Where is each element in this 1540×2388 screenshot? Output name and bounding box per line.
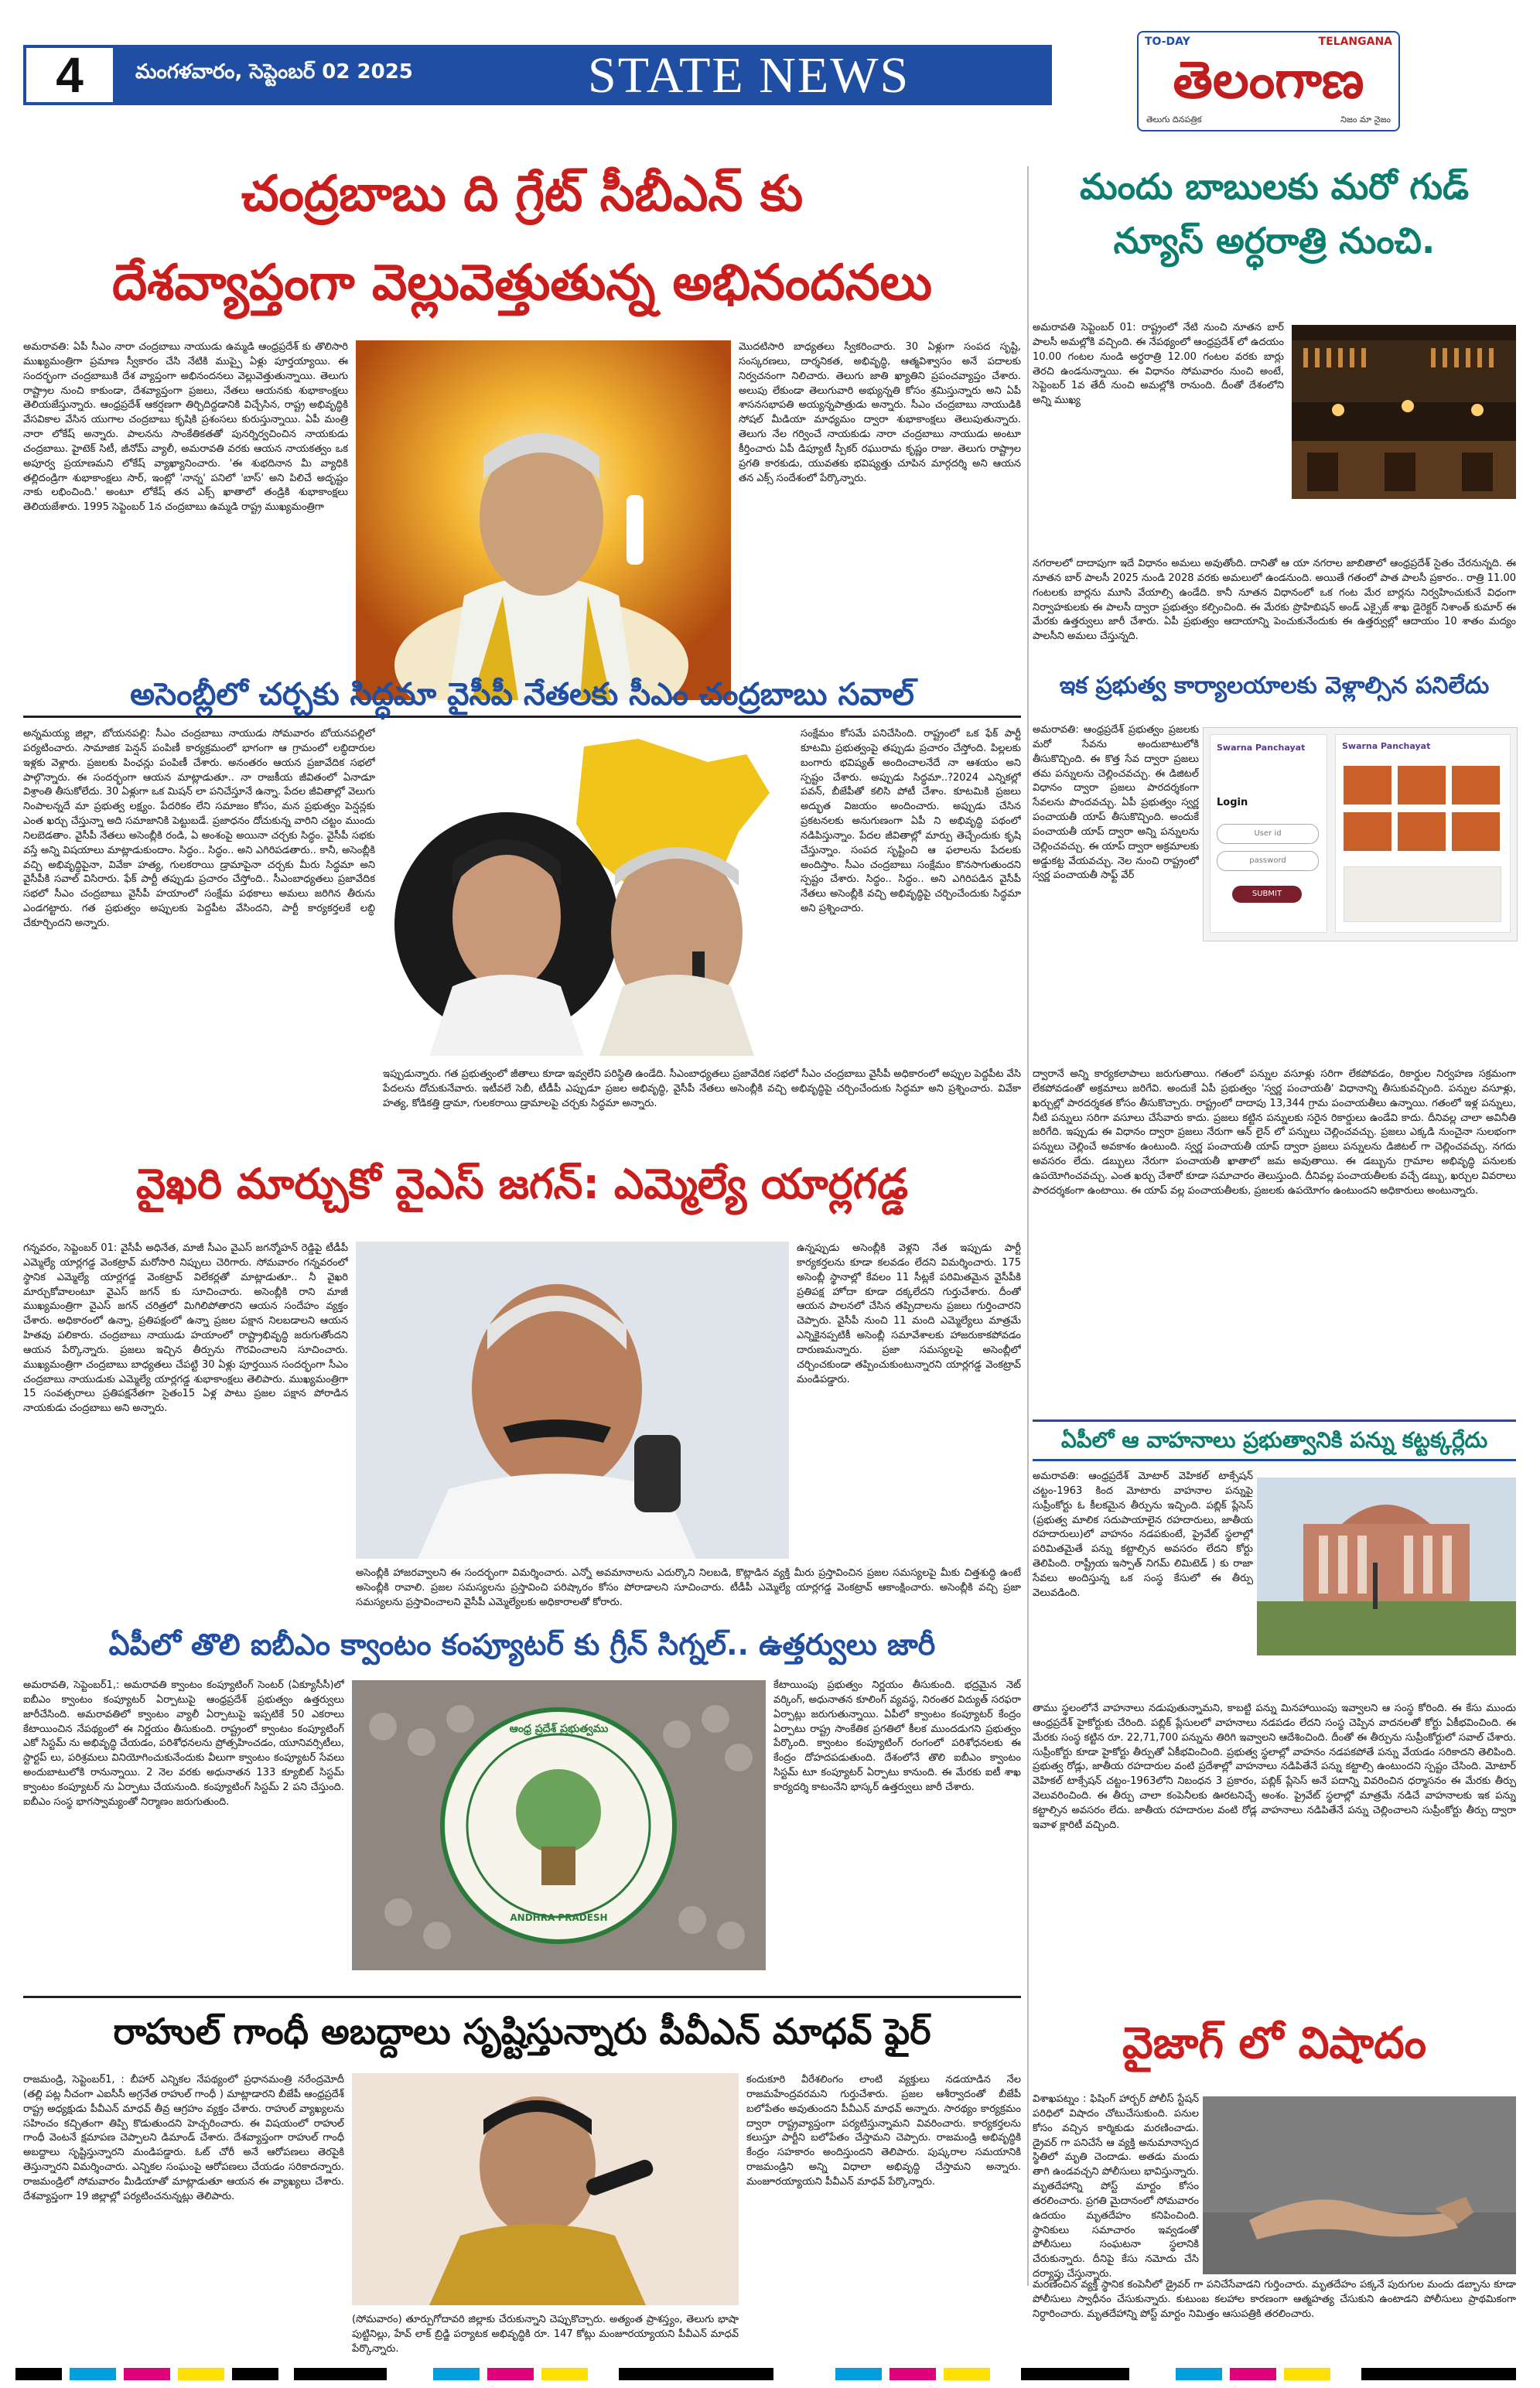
masthead-date: మంగళవారం, సెప్టెంబర్ 02 2025	[135, 60, 413, 84]
yarlagadda-portrait	[356, 1242, 789, 1559]
story7-photo	[352, 1680, 766, 1970]
story3-bottom: ఇప్పుడున్నారు. గత ప్రభుత్వంలో జీతాలు కూడా ఇవ్వలేని పరిస్థితి ఉండేది. సీఎంబాధ్యతలు ప్రజావేదిక సభలో సీఎం చంద్రబాబు వైసీపీ అధికారంలో అప్పుల పెద్దపీట వేసి పేదలను దోచుకునేవారు. ఇటీవలే సెబీ, టీడీపీ ఎప్పుడూ ప్రజల అభివృద్ధి, వైసీపీ నేతలు అసెంబ్లీకి వచ్చి అభివృద్ధిపై చర్చించేందుకు సిద్ధమా అని ప్రశ్నించారు. వివేకా హత్య, కోడికత్తి డ్రామా, గులకరాయి డ్రామాలపై చర్చకు సిద్ధమా అన్నారు.	[383, 1068, 1021, 1109]
chandrababu-portrait	[356, 340, 731, 700]
login-title: Login	[1217, 797, 1248, 808]
story2-headline-line1: మందు బాబులకు మరో గుడ్	[1079, 166, 1470, 207]
story4-headline: ఇక ప్రభుత్వ కార్యాలయాలకు వెళ్లాల్సిన పనిలేదు	[1059, 672, 1490, 699]
print-registration-strip	[0, 2363, 1540, 2385]
story9-caption: (సోమవారం) తూర్పుగోదావరి జిల్లాకు చేరుకున్నాని చెప్పుకొచ్చారు. అత్యంత ప్రాశస్త్యం, తెలుగు భాషా పుట్టినిల్లు, హేవ్ లాక్ బ్రిడ్జి పర్యాటక అభివృద్ధికి రూ. 147 కోట్లు మంజూరయ్యాయని పీవీఎన్ మాధవ్ పేర్కొన్నారు.	[352, 2314, 739, 2355]
newspaper-logo	[1137, 31, 1400, 132]
story2-body: నగరాలలో దాదాపుగా ఇదే విధానం అమలు అవుతోంది. దానితో ఆ యా నగరాల జాబితాలో ఆంధ్రప్రదేశ్ సైతం చేరనున్నది. ఈ నూతన బార్ పాలసీ 2025 నుండి 2028 వరకు అమలులో ఉండనుంది. అయితే గతంలో పాత పాలసీ ప్రకారం.. రాత్రి 11.00 గంటలకు బార్లను మూసి వేయాల్సి ఉండేది. కానీ నూతన విధానంలో ఒక గంట మేర బార్లను నిర్వహించుకునే విధంగా నిర్వాహకులకు ఈ పాలసీ ద్వారా ప్రభుత్వం కల్పించింది. ఈ మేరకు ప్రొహిబిషన్ అండ్ ఎక్సైజ్ శాఖ డైరెక్టర్ నిశాంత్ కుమార్ ఈ మేరకు ఉత్తర్వులు జారీ చేశారు. ఏపీ ప్రభుత్వం ఆదాయాన్ని పెంచుకునేందుకు ఈ ఉత్తర్వుల్లో ఆదాయం 10 శాతం మద్యం పాలసీని అమలు చేస్తున్నది.	[1033, 558, 1516, 643]
story6-col: అమరావతి: ఆంధ్రప్రదేశ్ మోటార్ వెహికల్ టాక్సేషన్ చట్టం-1963 కింద మోటారు వాహనాల పన్నుపై సుప్రీంకోర్టు ఓ కీలకమైన తీర్పును ఇచ్చింది. పబ్లిక్ ప్లేసెస్ (ప్రభుత్వ మాలిక సదుపాయాలైన రహదారులు, జాతీయ రహదారులు)లో వాహనం నడపకుంటే, ప్రైవేట్ స్థలాల్లో పరిమితమైతే పన్ను కట్టాల్సిన అవసరం లేదని కోర్టు తెలిపింది. రాష్ట్రీయ ఇస్పాత్ నిగమ్ లిమిటెడ్ ) కు రాజా సేవలు అందిస్తున్న ఒక సంస్థ కేసులో ఈ తీర్పు వెలువడింది.	[1033, 1471, 1253, 1599]
story8-body: మరణించిన వ్యక్తి స్థానిక కంపెనీలో డ్రైవర్ గా పనిచేసేవాడని గుర్తించారు. మృతదేహం పక్కనే పురుగుల మందు డబ్బాను కూడా పోలీసులు స్వాధీనం చేసుకున్నారు. కుటుంబ కలహాల కారణంగా ఆత్మహత్య చేసుకుని ఉంటాడని పోలీసులు ప్రాథమికంగా నిర్ధారించారు. మృతదేహాన్ని పోస్ట్ మార్టం నిమిత్తం ఆసుపత్రికి తరలించారు.	[1033, 2279, 1516, 2320]
story3-col1: అన్నమయ్య జిల్లా, బోయనపల్లి: సీఎం చంద్రబాబు నాయుడు సోమవారం బోయనపల్లిలో పర్యటించారు. సామాజిక పెన్షన్ పంపిణీ కార్యక్రమంలో భాగంగా ఆ గ్రామంలో లబ్ధిదారుల ఇళ్లకు వెళ్లారు. ప్రజలకు పింఛన్లు పంపిణీ చేశారు. అనంతరం ఆయన ప్రజావేదిక సభలో పాల్గొన్నారు. ఈ సందర్భంగా ఆయన మాట్లాడుతూ.. నా రాజకీయ జీవితంలో ఏనాడూ విశ్రాంతి తీసుకోలేదు. 30 ఏళ్లుగా ఒక మిషన్ లా పనిచేస్తూనే ఉన్నా. పేదల జీవితాల్లో వెలుగు నింపాలన్నదే మా ప్రభుత్వ లక్ష్యం. పేదరికం లేని సమాజం కోసం, మన ప్రభుత్వం పెన్షన్లకు ఎంత ఖర్చు చేస్తున్నా అది సమాజానికి పెట్టుబడే. ప్రజాధనం దోచుకున్న వారిని చట్టం ముందు నిలబెడతాం. వైసీపీ నేతలు అసెంబ్లీకి రండి, ఏ అంశంపై అయినా చర్చకు సిద్ధం. వైసీపీ సభకు వస్తే అన్ని విషయాలు మాట్లాడుకుందాం. సిద్ధం.. సిద్ధం.. అని ఎగిరిపడతారు.. కానీ, అసెంబ్లీకి వచ్చి అభివృద్ధిపైనా, వివేకా హత్య, గులకరాయి డ్రామాపైనా చర్చకు మీరు సిద్ధమా అని వైసీపీకి సవాల్ విసిరారు. ఫేక్ పార్టీ తప్పుడు ప్రచారం చేస్తోంది.. సీఎంబాధ్యతలు ప్రజావేదిక సభలో సీఎం చంద్రబాబు వైసీపీ హయాంలో సంక్షేమ పథకాలు అమలు జరిగిన తీరును ఎండగట్టారు. గత ప్రభుత్వం అప్పులకు పెద్దపీట వేసిందని, పార్టీ కార్యకర్తలకే లబ్ధి చేకూర్చిందని అన్నారు.	[23, 728, 375, 929]
registration-marks	[0, 2363, 1540, 2385]
tile-icon[interactable]	[1398, 766, 1446, 805]
story5-photo	[356, 1242, 789, 1559]
story4-app-screenshot	[1203, 727, 1518, 941]
dashboard-brand: Swarna Panchayat	[1342, 741, 1431, 751]
story3-headline: అసెంబ్లీలో చర్చకు సిద్ధమా వైసీపీ నేతలకు సీఎం చంద్రబాబు సవాల్	[130, 677, 914, 712]
crime-scene-hand-image	[1203, 2096, 1516, 2274]
story1-col2: మొదటిసారి బాధ్యతలు స్వీకరించారు. 30 ఏళ్లుగా సంపద సృష్టి, సంస్కరణలు, దార్శనికత, అభివృద్ధి, ఆత్మవిశ్వాసం అనే పదాలకు నిర్వచనంగా నిలిచారు. తెలుగు జాతి ఖ్యాతిని ప్రపంచవ్యాప్తం చేశారు. అలుపు లేకుండా తెలుగువారి అభ్యున్నతి కోసం శ్రమిస్తున్నారు అని ఏపీ శాసనసభాపతి అయ్యన్నపాత్రుడు అన్నారు. సీఎం చంద్రబాబు నాయుడికి సోషల్ మీడియా మాధ్యమం ద్వారా శుభాకాంక్షలు తెలుపుతున్నారు. తెలుగు నేల గర్వించే నాయకుడు నారా చంద్రబాబు నాయుడు అంటూ కీర్తించారు ఏపీ డిప్యూటీ స్పీకర్ రఘురామ కృష్ణం రాజు. తెలుగు రాష్ట్రాల ప్రగతి కారకుడు, యువతకు భవిష్యత్తు చూపిన మార్గదర్శి అని ఆయన తన ఎక్స్ సందేశంలో పేర్కొన్నారు.	[739, 341, 1021, 484]
section-title: STATE NEWS	[588, 47, 910, 104]
logo-tag-left: తెలుగు దినపత్రిక	[1146, 114, 1202, 125]
story9-photo	[352, 2073, 739, 2305]
bar-interior-image	[1292, 325, 1516, 499]
story8-photo	[1203, 2096, 1516, 2274]
submit-button[interactable]: SUBMIT	[1232, 886, 1302, 903]
story8-headline: వైజాగ్ లో విషాదం	[1122, 2018, 1427, 2069]
tile-icon[interactable]	[1344, 812, 1391, 851]
logo-top-left: TO-DAY	[1145, 36, 1190, 48]
column-divider	[1027, 166, 1029, 2286]
story2-headline-line2: న్యూస్ అర్ధరాత్రి నుంచి.	[1113, 220, 1436, 261]
pvn-madhav-portrait	[352, 2073, 739, 2305]
story4-body: ద్వారానే అన్ని కార్యకలాపాలు జరుగుతాయి. గతంలో పన్నుల వసూళ్లు సరిగా లేకపోవడం, రికార్డుల నిర్వహణ సక్రమంగా లేకపోవడంతో అక్రమాలు జరిగేవి. అందుకే ఏపీ ప్రభుత్వం 'స్వర్ణ పంచాయతీ' విధానాన్ని తీసుకువచ్చింది. పన్నుల వసూళ్లు, ఖర్చుల్లో పారదర్శకత కోసం తీసుకొచ్చారు. రాష్ట్రంలో దాదాపు 13,344 గ్రామ పంచాయతీలు ఉన్నాయి. గతంలో ఇళ్ల పన్నులు, నీటి పన్నులు సరిగా వసూలు చేసేవారు కాదు. ప్రజలు కట్టిన పన్నులకు సరైన రికార్డులు ఉండేవి కాదు. దీనివల్ల చాలా అవినీతి జరిగేది. ఇప్పుడు ఈ విధానం ద్వారా ప్రజలు నేరుగా ఆన్ లైన్ లో పన్నులు చెల్లించవచ్చు. ప్రజలు ఎక్కడి నుంచైనా సులభంగా పన్నులు చెల్లించే అవకాశం ఉంటుంది. స్వర్ణ పంచాయతీ యాప్ ద్వారా ప్రజలు పన్నులను డిజిటల్ గా చెల్లించవచ్చు. నగదు అవసరం లేదు. డబ్బులు నేరుగా పంచాయతీ ఖాతాలో జమ అవుతాయి. ఈ డబ్బును గ్రామాల అభివృద్ధి పనులకు ఉపయోగించవచ్చు. ఎంత ఖర్చు చేశారో కూడా సమాచారం తెలుస్తుంది. దీనివల్ల పంచాయతీలకు వచ్చే డబ్బు, ఖర్చుల వివరాలు పారదర్శకంగా ఉంటాయి. ఈ యాప్ వల్ల పంచాయతీలకు, ప్రజలకు ఉపయోగం ఉంటుందని అధికారులు అంటున్నారు.	[1033, 1068, 1516, 1197]
story7-col2: కేటాయింపు ప్రభుత్వం నిర్ణయం తీసుకుంది. భద్రమైన నెట్ వర్కింగ్, అధునాతన కూలింగ్ వ్యవస్థ, నిరంతర విద్యుత్ సరఫరా ఏర్పాట్లు జరుగుతున్నాయి. ఏపీలో క్వాంటం కంప్యూటర్ కేంద్రం ఏర్పాటు రాష్ట్ర సాంకేతిక ప్రగతిలో కీలక ముందడుగని ప్రభుత్వం పేర్కొంది. క్వాంటం కంప్యూటింగ్ రంగంలో పరిశోధనలకు ఈ కేంద్రం దోహదపడుతుంది. దేశంలోనే తొలి ఐబీఎం క్వాంటం సిస్టమ్ టూ కంప్యూటర్ ఏర్పాటు కానుంది. ఈ మేరకు ఐటీ శాఖ కార్యదర్శి కాటంనేని భాస్కర్ ఉత్తర్వులు జారీ చేశారు.	[773, 1679, 1021, 1793]
story9-col1: రాజమండ్రి, సెప్టెంబర్1, : బీహార్ ఎన్నికల నేపథ్యంలో ప్రధానమంత్రి నరేంద్రమోదీ (తల్లి పట్ల నీచంగా ఎఐసీసీ అగ్రనేత రాహుల్ గాంధీ ) మాట్లాడారని బీజేపీ ఆంధ్రప్రదేశ్ రాష్ట్ర అధ్యక్షుడు పీవీఎన్ మాధవ్ తీవ్ర ఆగ్రహం వ్యక్తం చేశారు. రాహుల్ వ్యాఖ్యలను సహించం కచ్చితంగా తిప్పి కొడుతుందని హెచ్చరించారు. ఈ విషయంలో రాహుల్ గాంధీ వెంటనే క్షమాపణ చెప్పాలని డిమాండ్ చేశారు. దేశవ్యాప్తంగా రాహుల్ గాంధీ అబద్దాలు సృష్టిస్తున్నారని మండిపడ్డారు. ఓట్ చోరీ అనే ఆరోపణలు తెరపైకి తెస్తున్నారని విమర్శించారు. ఎన్నికల సంఘంపై ఆరోపణలు చేయడం సరికాదన్నారు. రాజమండ్రిలో సోమవారం మీడియాతో మాట్లాడుతూ ఆయన ఈ వ్యాఖ్యలు చేశారు. దేశవ్యాప్తంగా 19 జిల్లాల్లో పర్యటించనున్నట్లు తెలిపారు.	[23, 2074, 344, 2202]
tile-icon[interactable]	[1452, 812, 1500, 851]
seal-text: ఆంధ్ర ప్రదేశ్ ప్రభుత్వము	[509, 1723, 609, 1735]
seal-bottom-text: ANDHRA PRADESH	[510, 1912, 608, 1923]
story2-bar-photo	[1292, 325, 1516, 499]
tile-icon[interactable]	[1452, 766, 1500, 805]
story4-col: అమరావతి: ఆంధ్రప్రదేశ్ ప్రభుత్వం ప్రజలకు మరో సేవను అందుబాటులోకి తీసుకొచ్చింది. ఈ కొత్త సేవ ద్వారా ప్రజలు తమ పన్నులను చెల్లించవచ్చు. ఈ డిజిటల్ విధానం ద్వారా ప్రజలు పారదర్శకంగా సేవలను పొందవచ్చు. ఏపీ ప్రభుత్వం స్వర్ణ పంచాయతీ యాప్ తీసుకొచ్చింది. అందుకే పంచాయతీ యాప్ ద్వారా అన్ని పన్నులను చెల్లించవచ్చు. ఈ యాప్ ద్వారా అక్రమాలకు అడ్డుకట్ట వేయవచ్చు. నెల నుంచి రాష్ట్రంలో స్వర్ణ పంచాయతీ సాఫ్ట్ వేర్	[1033, 724, 1199, 882]
password-field[interactable]: password	[1217, 851, 1319, 871]
divider	[23, 1996, 1021, 1998]
app-brand: Swarna Panchayat	[1217, 743, 1306, 753]
story7-col1: అమరావతి, సెప్టెంబర్1,: అమరావతి క్వాంటం కంప్యూటింగ్ సెంటర్ (ఏక్యూసీసీ)లో ఐబీఎం క్వాంటం కంప్యూటర్ ఏర్పాటుపై ఆంధ్రప్రదేశ్ ప్రభుత్వం ఉత్తర్వులు జారీచేసింది. అమరావతిలో క్వాంటం వ్యాలీ ఏర్పాటుపై ఇప్పటికే 50 ఎకరాలు కేటాయించిన నేపథ్యంలో ఈ నిర్ణయం తీసుకుంది. రాష్ట్రంలో క్వాంటం కంప్యూటింగ్ ఎకో సిస్టమ్ ను అభివృద్ధి చేయడం, పరిశోధనలను ప్రోత్సహించడం, యూనివర్సిటీలు, స్టార్టప్ లు, పరిశ్రమలు వినియోగించుకునేందుకు వీలుగా క్వాంటం కంప్యూటర్ సేవలు అందుబాటులోకి రానున్నాయి. 2 నెల వరకు అధునాతన 133 క్యూబిట్ సిస్టమ్ క్వాంటం కంప్యూటర్ ను ఏర్పాటు చేయనుంది. కంప్యూటింగ్ సిస్టమ్ 2 పని చేస్తుంది. ఐబీఎం సంస్థ భాగస్వామ్యంతో నిర్మాణం జరుగుతుంది.	[23, 1679, 344, 1808]
logo-name: తెలంగాణ	[1173, 50, 1364, 110]
supreme-court-image	[1257, 1478, 1516, 1655]
story5-caption: అసెంబ్లీకి హాజరవ్వాలని ఈ సందర్భంగా విమర్శించారు. ఎన్నో అవమానాలను ఎదుర్కొని నిలబడి, కొట్లాడిన వ్యక్తి మీరు ప్రస్తావించిన ప్రజల సమస్యలపై మీకు చిత్తశుద్ధి ఉంటే అసెంబ్లీకి రావాలి. ప్రజల సమస్యలను ప్రస్తావించి పరిష్కారం కోసం పోరాడాలని సూచించారు. టీడీపీ ఎమ్మెల్యే యార్లగడ్డ వెంకట్రావ్ ఆకాంక్షించారు. అసెంబ్లీకి వచ్చి ప్రజా సమస్యలను ప్రస్తావించాలని వైసీపీ ఎమ్మెల్యేలకు అధికారాలతో కోరారు.	[356, 1567, 1021, 1608]
story2-col: అమరావతి సెప్టెంబర్ 01: రాష్ట్రంలో నేటి నుంచి నూతన బార్ పాలసీ అమల్లోకి వచ్చింది. ఈ నేపథ్యంలో ఆంధ్రప్రదేశ్ లో ఉదయం 10.00 గంటల నుండి అర్ధరాత్రి 12.00 గంటల వరకు బార్లు తెరచి ఉండనున్నాయి. ఈ విధానం సోమవారం నుంచి అంటే, సెప్టెంబర్ 1వ తేదీ నుంచి అమల్లోకి రానుంది. దీంతో దేశంలోని అన్ని ముఖ్య	[1033, 322, 1284, 407]
logo-tag-right: నిజం మా నైజం	[1340, 114, 1391, 125]
story8-col: విశాఖపట్నం : ఫిషింగ్ హార్బర్ పోలీస్ స్టేషన్ పరిధిలో విషాదం చోటుచేసుకుంది. పనుల కోసం వచ్చిన కార్మికుడు మరణించాడు. డ్రైవర్ గా పనిచేసే ఆ వ్యక్తి అనుమానాస్పద స్థితిలో మృతి చెందాడు. అతడు మందు తాగి ఉండవచ్చని పోలీసులు భావిస్తున్నారు. మృతదేహాన్ని పోస్ట్ మార్టం కోసం తరలించారు. ప్రగతి మైదానంలో సోమవారం ఉదయం మృతదేహం కనిపించింది. స్థానికులు సమాచారం ఇవ్వడంతో పోలీసులు సంఘటనా స్థలానికి చేరుకున్నారు. దీనిపై కేసు నమోదు చేసి దర్యాప్తు చేస్తున్నారు.	[1033, 2093, 1199, 2280]
story5-col1: గన్నవరం, సెప్టెంబర్ 01: వైసీపీ అధినేత, మాజీ సీఎం వైఎస్ జగన్మోహన్ రెడ్డిపై టీడీపీ ఎమ్మెల్యే యార్లగడ్డ వెంకట్రావ్ మరోసారి నిప్పులు చెరిగారు. సోమవారం గన్నవరంలో స్థానిక ఎమ్మెల్యే యార్లగడ్డ వెంకట్రావ్ విలేకర్లతో మాట్లాడుతూ.. నీ వైఖరి మార్చుకోవాలంటూ వైఎస్ జగన్ కు సూచించారు. అసెంబ్లీకి రాని మాజీ ముఖ్యమంత్రిగా వైఎస్ జగన్ చరిత్రలో మిగిలిపోతారని ఆయన సందేహం వ్యక్తం చేశారు. అధికారంలో ఉన్నా, ప్రతిపక్షంలో ఉన్నా ప్రజల పక్షాన నిలబడాలని ఆయన హితవు పలికారు. చంద్రబాబు నాయుడు హయాంలో రాష్ట్రాభివృద్ధి జరుగుతోందని ఆయన పేర్కొన్నారు. ప్రజలు ఇచ్చిన తీర్పును గౌరవించాలని సూచించారు. ముఖ్యమంత్రిగా చంద్రబాబు బాధ్యతలు చేపట్టి 30 ఏళ్లు పూర్తయిన సందర్భంగా సీఎం చంద్రబాబు నాయుడుకు ఎమ్మెల్యే యార్లగడ్డ శుభాకాంక్షలు తెలిపారు. ముఖ్యమంత్రిగా 15 సంవత్సరాలు ప్రతిపక్షనేతగా సైతం15 ఏళ్ల పాటు ప్రజల పక్షాన పోరాడిన నాయకుడు చంద్రబాబు అని అన్నారు.	[23, 1242, 348, 1415]
payments-grid	[1344, 866, 1501, 922]
user-id-field[interactable]: User id	[1217, 824, 1319, 844]
story7-headline: ఏపీలో తొలి ఐబీఎం క్వాంటం కంప్యూటర్ కు గ్రీన్ సిగ్నల్.. ఉత్తర్వులు జారీ	[108, 1628, 936, 1662]
tile-icon[interactable]	[1344, 766, 1391, 805]
story6-body: తాము స్థలంలోనే వాహనాలు నడుపుతున్నామని, కాబట్టి పన్ను మినహాయింపు ఇవ్వాలని ఆ సంస్థ కోరింది. ఈ కేసు ముందు ఆంధ్రప్రదేశ్ హైకోర్టుకు చేరింది. పబ్లిక్ ప్లేసులలో వాహనాలు నడపడం లేదని సంస్థ చెప్పిన వాదనలతో కోర్టు ఏకీభవించింది. ఈ మేరకు సంస్థ కట్టిన రూ. 22,71,700 పన్నును తిరిగి ఇవ్వాలని ఆదేశించింది. దీంతో ఈ తీర్పును సుప్రీంకోర్టులో సవాల్ చేశారు. సుప్రీంకోర్టు కూడా హైకోర్టు తీర్పుతో ఏకీభవించింది. ప్రభుత్వ స్థలాల్లో వాహనం నడపకపోతే పన్ను వేయడం సరికాదని తెలిపింది. ప్రభుత్వ రోడ్లు, జాతీయ రహదారుల వంటి ప్రదేశాల్లో వాహనాలు నడిపితేనే పన్ను కట్టాల్సి ఉంటుందని స్పష్టం చేసింది. మోటార్ వెహికల్ టాక్సేషన్ చట్టం-1963లోని నిబంధన 3 ప్రకారం, పబ్లిక్ ప్లేసెస్ అనే పదాన్ని వివరించిన ధర్మాసనం ఈ మేరకు తీర్పు వెలువరించింది. ఈ తీర్పు చాలా కంపెనీలకు ఊరటనిచ్చే అంశం. ప్రైవేట్ స్థలాల్లో మాత్రమే నడిచే వాహనాలకు ఇక పన్ను కట్టాల్సిన అవసరం లేదు. జాతీయ రహదారుల వంటి రోడ్ల వాహనాలు నడిపితేనే పన్ను చెల్లించాలని సుప్రీంకోర్టు తీర్పు ద్వారా ఇవాళ క్లారిటీ వచ్చింది.	[1033, 1703, 1516, 1831]
story1-headline-line1: చంద్రబాబు ది గ్రేట్ సీబీఎన్ కు	[241, 166, 804, 223]
story9-col2: కందుకూరి వీరేశలింగం లాంటి వ్యక్తులు నడయాడిన నేల రాజమహేంద్రవరమని గుర్తుచేశారు. ప్రజల ఆశీర్వాదంతో బీజేపీ బలోపేతం అవుతుందని పీవీఎన్ మాధవ్ అన్నారు. సారథ్యం కార్యక్రమం ద్వారా రాష్ట్రవ్యాప్తంగా పర్యటిస్తున్నామని వివరించారు. కార్యకర్తలను కలుస్తూ పార్టీని బలోపేతం చేస్తామని చెప్పారు. రాజమండ్రి అభివృద్ధికి కేంద్రం సహకారం అందిస్తుందని తెలిపారు. పుష్కరాల సమయానికి రాజమండ్రిని అన్ని విధాలా అభివృద్ధి చేస్తామని అన్నారు. మంజూరయ్యాయని పీవీఎన్ మాధవ్ పేర్కొన్నారు.	[746, 2074, 1021, 2188]
dashboard-panel	[1335, 734, 1511, 933]
divider	[23, 716, 1021, 718]
story3-photo	[383, 731, 793, 1056]
story5-col2: ఉన్నప్పుడు అసెంబ్లీకి వెళ్లని నేత ఇప్పుడు పార్టీ కార్యకర్తలను కూడా కలవడం లేదని విమర్శించారు. 175 అసెంబ్లీ స్థానాల్లో కేవలం 11 సీట్లకే పరిమితమైన వైసీపీకి ప్రతిపక్ష హోదా కూడా దక్కలేదని గుర్తుచేశారు. దీంతో ఆయన పాలనలో చేసిన తప్పిదాలను ప్రజలు గుర్తించారని చెప్పారు. వైసీపీ నుంచి 11 మంది ఎమ్మెల్యేలు మాత్రమే ఎన్నికైనప్పటికీ అసెంబ్లీ సమావేశాలకు హాజరుకాకపోవడం దారుణమన్నారు. ప్రజా సమస్యలపై అసెంబ్లీలో చర్చించకుండా తప్పించుకుంటున్నారని యార్లగడ్డ వెంకట్రావ్ మండిపడ్డారు.	[797, 1242, 1021, 1385]
story5-headline: వైఖరి మార్చుకో వైఎస్ జగన్: ఎమ్మెల్యే యార్లగడ్డ	[135, 1160, 909, 1208]
story1-col1: అమరావతి: ఏపీ సీఎం నారా చంద్రబాబు నాయుడు ఉమ్మడి ఆంధ్రప్రదేశ్ కు తొలిసారి ముఖ్యమంత్రిగా ప్రమాణ స్వీకారం చేసి నేటికి ముప్పై ఏళ్లు పూర్తయ్యాయి. ఈ సందర్భంగా చంద్రబాబుకి దేశ వ్యాప్తంగా అభినందనలు వెల్లువెత్తుతున్నాయి. తెలుగు రాష్ట్రాల నుంచి కాకుండా, దేశవ్యాప్తంగా ప్రజలు, నేతలు ఆయనకు శుభాకాంక్షలు తెలియజేస్తున్నారు. ఆంధ్రప్రదేశ్ ఆకర్షణగా తిర్చిదిద్దడానికి విచ్చేసిన, రాష్ట్ర అభివృద్ధికి వేసవికాల వేసిన యుగాల చంద్రబాబు కృషికి ప్రశంసలు కురుస్తున్నాయి. ఏపీ మంత్రి నారా లోకేష్ అన్నారు. పాలనను సాంకేతికతతో పునర్నిర్వచించిన నాయకుడు చంద్రబాబు. హైటెక్ సిటీ, జీనోమ్ వ్యాలీ, అమరావతి వరకు ఆయన నాయకత్వం ఒక అపూర్వ ప్రయాణమని లోకేష్ వ్యాఖ్యానించారు. 'ఈ శుభదినాన మీ వ్యాధికి తల్లిదండ్రిగా శుభాకాంక్షలు సార్, ఇంట్లో 'నాన్న' పనిలో 'బాస్' అని పిలిచే అదృష్టం నాకు లభించింది.' అంటూ లోకేష్ తన ఎక్స్ ఖాతాలో తండ్రికి శుభాకాంక్షలు తెలియజేశారు. 1995 సెప్టెంబర్ 1న చంద్రబాబు ఉమ్మడి రాష్ట్ర ముఖ్యమంత్రిగా	[23, 341, 348, 514]
story6-court-photo	[1257, 1478, 1516, 1655]
story3-col2: సంక్షేమం కోసమే పనిచేసింది. రాష్ట్రంలో ఒక ఫేక్ పార్టీ కూటమి ప్రభుత్వంపై తప్పుడు ప్రచారం చేస్తోంది. పిల్లలకు బంగారు భవిష్యత్ అందించాలనేదే నా ఆశయం అని స్పష్టం చేశారు. అప్పుడు సిద్ధమా..?2024 ఎన్నికల్లో పవన్, బీజేపీతో కలిసి పోటీ చేశాం. కూటమికి ప్రజలు అద్భుత విజయం అందించారు. అప్పుడు చేసిన ప్రకటనలకు అనుగుణంగా ఏపీ ని అభివృద్ధి పథంలో నడిపిస్తున్నాం. పేదల జీవితాల్లో మార్పు తెచ్చేందుకు కృషి చేస్తున్నాం. సంపద సృష్టించి ఆ ఫలాలను పేదలకు అందిస్తాం. సీఎం చంద్రబాబు సంక్షేమం కొనసాగుతుందని స్పష్టం చేశారు. సిద్ధం.. సిద్ధం.. అని ఎగిరిపడిన వైసీపీ నేతలు అసెంబ్లీకి వచ్చి అభివృద్ధిపై చర్చించేందుకు సిద్ధమా అని ప్రశ్నించారు.	[801, 728, 1021, 915]
story9-headline: రాహుల్ గాంధీ అబద్దాలు సృష్టిస్తున్నారు పీవీఎన్ మాధవ్ ఫైర్	[113, 2010, 931, 2052]
page-number: 4	[23, 45, 116, 105]
login-panel	[1210, 734, 1327, 933]
story1-photo	[356, 340, 731, 700]
story1-headline-line2: దేశవ్యాప్తంగా వెల్లువెత్తుతున్న అభినందనలు	[111, 255, 933, 312]
tile-icon[interactable]	[1398, 812, 1446, 851]
jagan-chandrababu-image	[383, 731, 793, 1056]
logo-top-right: TELANGANA	[1318, 36, 1392, 48]
story6-headline: ఏపీలో ఆ వాహనాలు ప్రభుత్వానికి పన్ను కట్టక్కర్లేదు	[1033, 1419, 1516, 1461]
